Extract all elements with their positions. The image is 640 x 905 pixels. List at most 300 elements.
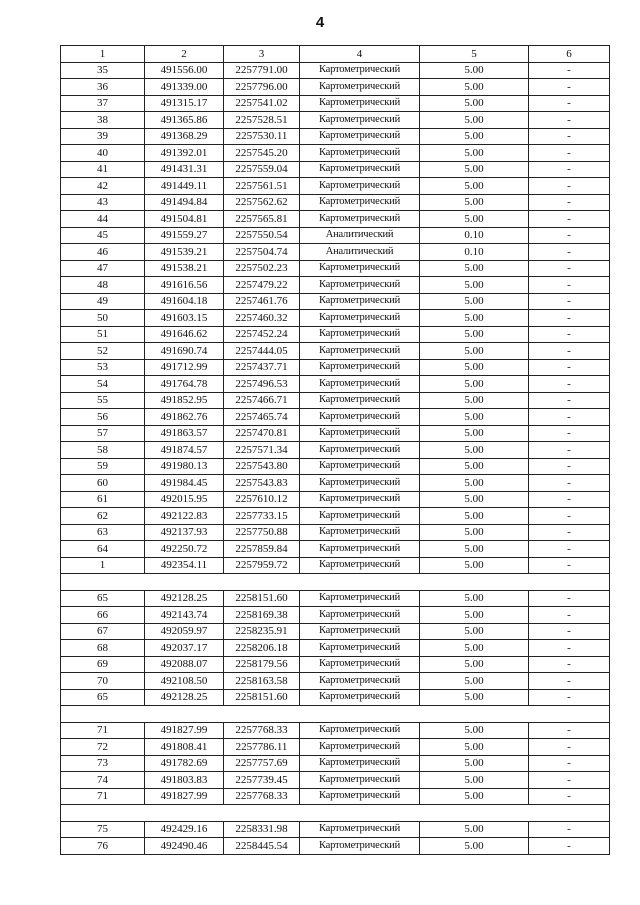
method-cell: Картометрический (300, 343, 420, 360)
method-cell: Картометрический (300, 310, 420, 327)
x-coordinate-cell: 491616.56 (145, 277, 224, 294)
y-coordinate-cell: 2257791.00 (224, 62, 300, 79)
method-cell: Картометрический (300, 607, 420, 624)
x-coordinate-cell: 491604.18 (145, 293, 224, 310)
point-number-cell: 65 (61, 590, 145, 607)
table-row (61, 458, 610, 475)
table-row (61, 541, 610, 558)
point-number-cell: 36 (61, 79, 145, 96)
table-row (61, 739, 610, 756)
note-cell: - (529, 640, 610, 657)
x-coordinate-cell: 491712.99 (145, 359, 224, 376)
note-cell: - (529, 772, 610, 789)
method-cell: Картометрический (300, 95, 420, 112)
y-coordinate-cell: 2257545.20 (224, 145, 300, 162)
y-coordinate-cell: 2257768.33 (224, 722, 300, 739)
x-coordinate-cell: 491852.95 (145, 392, 224, 409)
table-row (61, 277, 610, 294)
y-coordinate-cell: 2257786.11 (224, 739, 300, 756)
method-cell: Картометрический (300, 755, 420, 772)
point-number-cell: 47 (61, 260, 145, 277)
accuracy-cell: 0.10 (420, 227, 529, 244)
y-coordinate-cell: 2258151.60 (224, 590, 300, 607)
method-cell: Картометрический (300, 524, 420, 541)
point-number-cell: 71 (61, 722, 145, 739)
accuracy-cell: 5.00 (420, 359, 529, 376)
accuracy-cell: 0.10 (420, 244, 529, 261)
x-coordinate-cell: 491690.74 (145, 343, 224, 360)
x-coordinate-cell: 491862.76 (145, 409, 224, 426)
x-coordinate-cell: 491646.62 (145, 326, 224, 343)
x-coordinate-cell: 491538.21 (145, 260, 224, 277)
method-cell: Картометрический (300, 838, 420, 855)
table-row (61, 607, 610, 624)
accuracy-cell: 5.00 (420, 640, 529, 657)
point-number-cell: 64 (61, 541, 145, 558)
method-cell: Картометрический (300, 112, 420, 129)
method-cell: Картометрический (300, 409, 420, 426)
y-coordinate-cell: 2258235.91 (224, 623, 300, 640)
y-coordinate-cell: 2257479.22 (224, 277, 300, 294)
method-cell: Картометрический (300, 458, 420, 475)
method-cell: Картометрический (300, 673, 420, 690)
y-coordinate-cell: 2258179.56 (224, 656, 300, 673)
note-cell: - (529, 359, 610, 376)
x-coordinate-cell: 491368.29 (145, 128, 224, 145)
x-coordinate-cell: 491980.13 (145, 458, 224, 475)
note-cell: - (529, 409, 610, 426)
separator-cell (61, 805, 610, 822)
accuracy-cell: 5.00 (420, 277, 529, 294)
column-header: 1 (61, 46, 145, 63)
note-cell: - (529, 623, 610, 640)
accuracy-cell: 5.00 (420, 376, 529, 393)
y-coordinate-cell: 2257466.71 (224, 392, 300, 409)
x-coordinate-cell: 491504.81 (145, 211, 224, 228)
table-row (61, 755, 610, 772)
method-cell: Картометрический (300, 326, 420, 343)
note-cell: - (529, 442, 610, 459)
note-cell: - (529, 260, 610, 277)
accuracy-cell: 5.00 (420, 755, 529, 772)
y-coordinate-cell: 2257559.04 (224, 161, 300, 178)
note-cell: - (529, 557, 610, 574)
separator-cell (61, 706, 610, 723)
method-cell: Картометрический (300, 821, 420, 838)
point-number-cell: 60 (61, 475, 145, 492)
accuracy-cell: 5.00 (420, 508, 529, 525)
accuracy-cell: 5.00 (420, 557, 529, 574)
y-coordinate-cell: 2257543.80 (224, 458, 300, 475)
note-cell: - (529, 128, 610, 145)
y-coordinate-cell: 2258445.54 (224, 838, 300, 855)
y-coordinate-cell: 2257452.24 (224, 326, 300, 343)
y-coordinate-cell: 2257460.32 (224, 310, 300, 327)
method-cell: Картометрический (300, 739, 420, 756)
note-cell: - (529, 607, 610, 624)
method-cell: Картометрический (300, 211, 420, 228)
note-cell: - (529, 244, 610, 261)
note-cell: - (529, 673, 610, 690)
accuracy-cell: 5.00 (420, 491, 529, 508)
method-cell: Картометрический (300, 491, 420, 508)
accuracy-cell: 5.00 (420, 541, 529, 558)
point-number-cell: 69 (61, 656, 145, 673)
y-coordinate-cell: 2257461.76 (224, 293, 300, 310)
table-row (61, 227, 610, 244)
x-coordinate-cell: 491339.00 (145, 79, 224, 96)
x-coordinate-cell: 491827.99 (145, 788, 224, 805)
point-number-cell: 53 (61, 359, 145, 376)
column-header: 5 (420, 46, 529, 63)
accuracy-cell: 5.00 (420, 838, 529, 855)
note-cell: - (529, 755, 610, 772)
method-cell: Картометрический (300, 79, 420, 96)
point-number-cell: 1 (61, 557, 145, 574)
method-cell: Картометрический (300, 260, 420, 277)
point-number-cell: 45 (61, 227, 145, 244)
table-row (61, 95, 610, 112)
separator-row (61, 805, 610, 822)
accuracy-cell: 5.00 (420, 475, 529, 492)
note-cell: - (529, 310, 610, 327)
point-number-cell: 63 (61, 524, 145, 541)
table-row (61, 623, 610, 640)
note-cell: - (529, 821, 610, 838)
table-row (61, 79, 610, 96)
x-coordinate-cell: 492059.97 (145, 623, 224, 640)
note-cell: - (529, 194, 610, 211)
x-coordinate-cell: 491764.78 (145, 376, 224, 393)
point-number-cell: 62 (61, 508, 145, 525)
point-number-cell: 58 (61, 442, 145, 459)
note-cell: - (529, 541, 610, 558)
note-cell: - (529, 95, 610, 112)
accuracy-cell: 5.00 (420, 260, 529, 277)
point-number-cell: 75 (61, 821, 145, 838)
x-coordinate-cell: 491808.41 (145, 739, 224, 756)
point-number-cell: 48 (61, 277, 145, 294)
table-row (61, 475, 610, 492)
y-coordinate-cell: 2257739.45 (224, 772, 300, 789)
accuracy-cell: 5.00 (420, 128, 529, 145)
y-coordinate-cell: 2258169.38 (224, 607, 300, 624)
table-row (61, 392, 610, 409)
note-cell: - (529, 79, 610, 96)
y-coordinate-cell: 2257465.74 (224, 409, 300, 426)
x-coordinate-cell: 491392.01 (145, 145, 224, 162)
method-cell: Картометрический (300, 508, 420, 525)
point-number-cell: 66 (61, 607, 145, 624)
point-number-cell: 61 (61, 491, 145, 508)
y-coordinate-cell: 2257470.81 (224, 425, 300, 442)
accuracy-cell: 5.00 (420, 409, 529, 426)
accuracy-cell: 5.00 (420, 95, 529, 112)
accuracy-cell: 5.00 (420, 310, 529, 327)
table-row (61, 260, 610, 277)
method-cell: Картометрический (300, 293, 420, 310)
table-row (61, 112, 610, 129)
x-coordinate-cell: 492354.11 (145, 557, 224, 574)
x-coordinate-cell: 491803.83 (145, 772, 224, 789)
note-cell: - (529, 458, 610, 475)
accuracy-cell: 5.00 (420, 79, 529, 96)
accuracy-cell: 5.00 (420, 673, 529, 690)
table-row (61, 62, 610, 79)
method-cell: Картометрический (300, 623, 420, 640)
point-number-cell: 51 (61, 326, 145, 343)
point-number-cell: 57 (61, 425, 145, 442)
table-row (61, 161, 610, 178)
x-coordinate-cell: 491863.57 (145, 425, 224, 442)
y-coordinate-cell: 2257550.54 (224, 227, 300, 244)
y-coordinate-cell: 2257496.53 (224, 376, 300, 393)
accuracy-cell: 5.00 (420, 772, 529, 789)
method-cell: Картометрический (300, 178, 420, 195)
table-row (61, 772, 610, 789)
point-number-cell: 39 (61, 128, 145, 145)
y-coordinate-cell: 2257562.62 (224, 194, 300, 211)
table-row (61, 145, 610, 162)
x-coordinate-cell: 491315.17 (145, 95, 224, 112)
x-coordinate-cell: 492137.93 (145, 524, 224, 541)
point-number-cell: 59 (61, 458, 145, 475)
y-coordinate-cell: 2257750.88 (224, 524, 300, 541)
x-coordinate-cell: 492143.74 (145, 607, 224, 624)
x-coordinate-cell: 492128.25 (145, 590, 224, 607)
accuracy-cell: 5.00 (420, 656, 529, 673)
note-cell: - (529, 293, 610, 310)
point-number-cell: 40 (61, 145, 145, 162)
x-coordinate-cell: 491431.31 (145, 161, 224, 178)
accuracy-cell: 5.00 (420, 722, 529, 739)
separator-cell (61, 574, 610, 591)
point-number-cell: 42 (61, 178, 145, 195)
note-cell: - (529, 656, 610, 673)
table-row (61, 359, 610, 376)
x-coordinate-cell: 491874.57 (145, 442, 224, 459)
table-row (61, 689, 610, 706)
table-row (61, 524, 610, 541)
note-cell: - (529, 590, 610, 607)
method-cell: Картометрический (300, 772, 420, 789)
x-coordinate-cell: 491449.11 (145, 178, 224, 195)
accuracy-cell: 5.00 (420, 161, 529, 178)
note-cell: - (529, 524, 610, 541)
method-cell: Картометрический (300, 475, 420, 492)
note-cell: - (529, 62, 610, 79)
method-cell: Картометрический (300, 590, 420, 607)
point-number-cell: 43 (61, 194, 145, 211)
x-coordinate-cell: 491782.69 (145, 755, 224, 772)
x-coordinate-cell: 491984.45 (145, 475, 224, 492)
table-row (61, 508, 610, 525)
y-coordinate-cell: 2257796.00 (224, 79, 300, 96)
note-cell: - (529, 425, 610, 442)
accuracy-cell: 5.00 (420, 458, 529, 475)
method-cell: Аналитический (300, 244, 420, 261)
note-cell: - (529, 491, 610, 508)
x-coordinate-cell: 491494.84 (145, 194, 224, 211)
note-cell: - (529, 475, 610, 492)
note-cell: - (529, 227, 610, 244)
y-coordinate-cell: 2257733.15 (224, 508, 300, 525)
separator-row (61, 574, 610, 591)
accuracy-cell: 5.00 (420, 178, 529, 195)
note-cell: - (529, 788, 610, 805)
table-row (61, 425, 610, 442)
point-number-cell: 54 (61, 376, 145, 393)
accuracy-cell: 5.00 (420, 112, 529, 129)
y-coordinate-cell: 2258163.58 (224, 673, 300, 690)
table-row (61, 557, 610, 574)
note-cell: - (529, 838, 610, 855)
table-row (61, 310, 610, 327)
point-number-cell: 41 (61, 161, 145, 178)
separator-row (61, 706, 610, 723)
x-coordinate-cell: 491556.00 (145, 62, 224, 79)
table-row (61, 590, 610, 607)
x-coordinate-cell: 492429.16 (145, 821, 224, 838)
page-number: 4 (315, 14, 325, 31)
accuracy-cell: 5.00 (420, 326, 529, 343)
table-row (61, 376, 610, 393)
accuracy-cell: 5.00 (420, 145, 529, 162)
y-coordinate-cell: 2257768.33 (224, 788, 300, 805)
point-number-cell: 46 (61, 244, 145, 261)
point-number-cell: 65 (61, 689, 145, 706)
note-cell: - (529, 161, 610, 178)
accuracy-cell: 5.00 (420, 689, 529, 706)
y-coordinate-cell: 2257959.72 (224, 557, 300, 574)
accuracy-cell: 5.00 (420, 392, 529, 409)
header-row (61, 46, 610, 63)
column-header: 4 (300, 46, 420, 63)
method-cell: Картометрический (300, 425, 420, 442)
table-row (61, 211, 610, 228)
note-cell: - (529, 376, 610, 393)
note-cell: - (529, 392, 610, 409)
note-cell: - (529, 277, 610, 294)
x-coordinate-cell: 491365.86 (145, 112, 224, 129)
table-row (61, 788, 610, 805)
y-coordinate-cell: 2257859.84 (224, 541, 300, 558)
point-number-cell: 68 (61, 640, 145, 657)
method-cell: Картометрический (300, 689, 420, 706)
table-row (61, 178, 610, 195)
table-row (61, 194, 610, 211)
point-number-cell: 70 (61, 673, 145, 690)
point-number-cell: 72 (61, 739, 145, 756)
note-cell: - (529, 508, 610, 525)
note-cell: - (529, 326, 610, 343)
x-coordinate-cell: 492490.46 (145, 838, 224, 855)
method-cell: Картометрический (300, 442, 420, 459)
accuracy-cell: 5.00 (420, 211, 529, 228)
accuracy-cell: 5.00 (420, 821, 529, 838)
y-coordinate-cell: 2257610.12 (224, 491, 300, 508)
point-number-cell: 56 (61, 409, 145, 426)
method-cell: Картометрический (300, 128, 420, 145)
method-cell: Картометрический (300, 656, 420, 673)
note-cell: - (529, 178, 610, 195)
table-row (61, 326, 610, 343)
y-coordinate-cell: 2257530.11 (224, 128, 300, 145)
x-coordinate-cell: 492128.25 (145, 689, 224, 706)
y-coordinate-cell: 2257757.69 (224, 755, 300, 772)
method-cell: Картометрический (300, 145, 420, 162)
point-number-cell: 44 (61, 211, 145, 228)
method-cell: Картометрический (300, 640, 420, 657)
table-row (61, 491, 610, 508)
method-cell: Картометрический (300, 392, 420, 409)
y-coordinate-cell: 2257528.51 (224, 112, 300, 129)
method-cell: Картометрический (300, 194, 420, 211)
y-coordinate-cell: 2257561.51 (224, 178, 300, 195)
method-cell: Аналитический (300, 227, 420, 244)
accuracy-cell: 5.00 (420, 343, 529, 360)
accuracy-cell: 5.00 (420, 739, 529, 756)
point-number-cell: 38 (61, 112, 145, 129)
accuracy-cell: 5.00 (420, 590, 529, 607)
note-cell: - (529, 145, 610, 162)
accuracy-cell: 5.00 (420, 607, 529, 624)
x-coordinate-cell: 492088.07 (145, 656, 224, 673)
point-number-cell: 76 (61, 838, 145, 855)
y-coordinate-cell: 2257565.81 (224, 211, 300, 228)
method-cell: Картометрический (300, 161, 420, 178)
note-cell: - (529, 343, 610, 360)
method-cell: Картометрический (300, 376, 420, 393)
method-cell: Картометрический (300, 359, 420, 376)
method-cell: Картометрический (300, 62, 420, 79)
point-number-cell: 67 (61, 623, 145, 640)
method-cell: Картометрический (300, 541, 420, 558)
point-number-cell: 71 (61, 788, 145, 805)
table-row (61, 244, 610, 261)
point-number-cell: 55 (61, 392, 145, 409)
point-number-cell: 52 (61, 343, 145, 360)
y-coordinate-cell: 2257571.34 (224, 442, 300, 459)
y-coordinate-cell: 2258331.98 (224, 821, 300, 838)
x-coordinate-cell: 492015.95 (145, 491, 224, 508)
method-cell: Картометрический (300, 788, 420, 805)
table-row (61, 343, 610, 360)
table-row (61, 673, 610, 690)
note-cell: - (529, 689, 610, 706)
note-cell: - (529, 722, 610, 739)
table-row (61, 722, 610, 739)
y-coordinate-cell: 2257504.74 (224, 244, 300, 261)
table-row (61, 293, 610, 310)
column-header: 3 (224, 46, 300, 63)
method-cell: Картометрический (300, 557, 420, 574)
x-coordinate-cell: 492037.17 (145, 640, 224, 657)
point-number-cell: 49 (61, 293, 145, 310)
y-coordinate-cell: 2257502.23 (224, 260, 300, 277)
column-header: 2 (145, 46, 224, 63)
table-row (61, 656, 610, 673)
y-coordinate-cell: 2257541.02 (224, 95, 300, 112)
accuracy-cell: 5.00 (420, 293, 529, 310)
y-coordinate-cell: 2257437.71 (224, 359, 300, 376)
point-number-cell: 74 (61, 772, 145, 789)
accuracy-cell: 5.00 (420, 788, 529, 805)
y-coordinate-cell: 2258206.18 (224, 640, 300, 657)
point-number-cell: 50 (61, 310, 145, 327)
point-number-cell: 37 (61, 95, 145, 112)
table-row (61, 838, 610, 855)
